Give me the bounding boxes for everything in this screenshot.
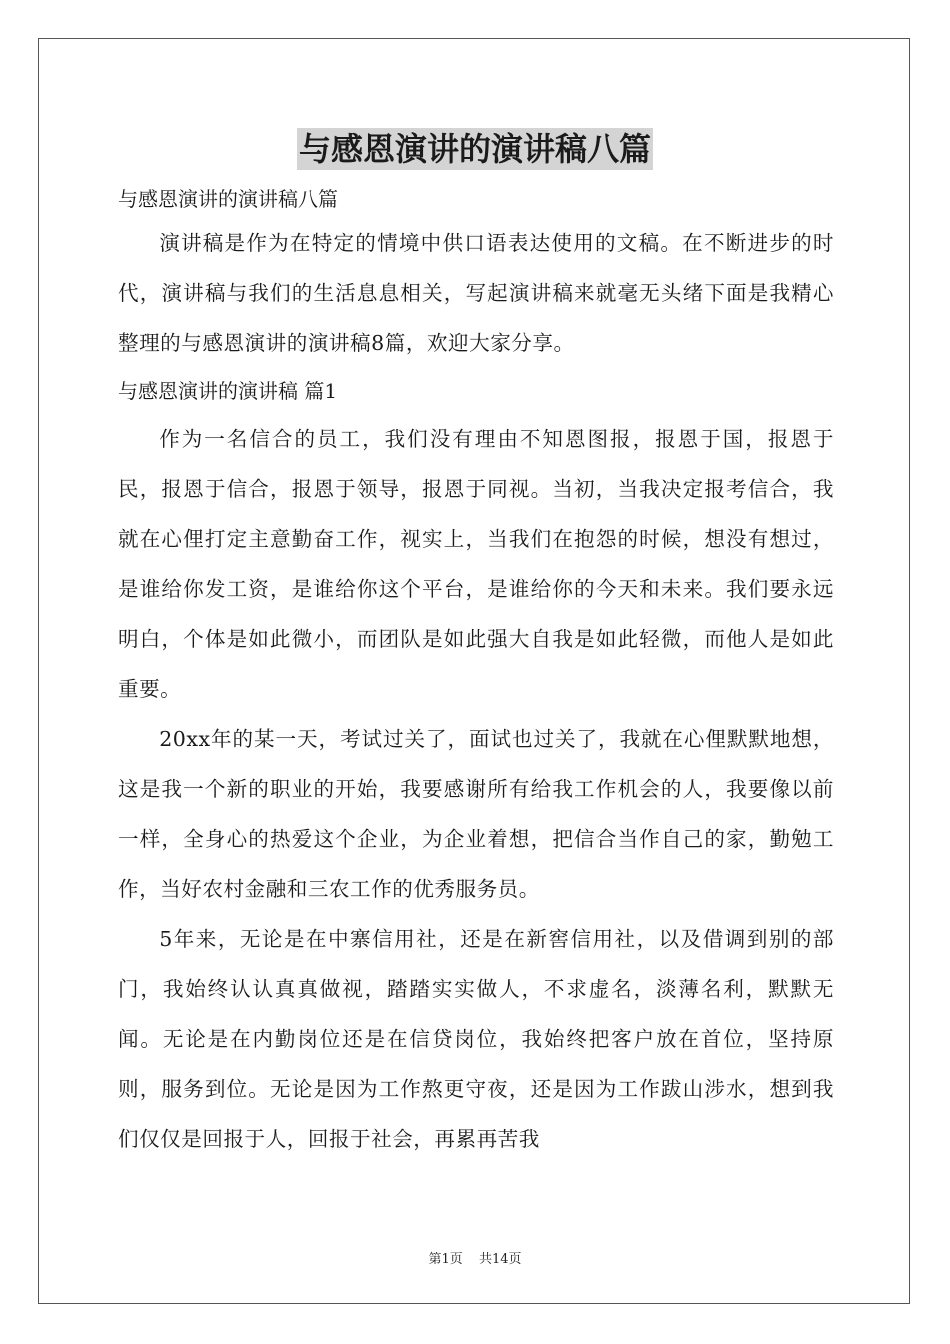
body-paragraph: 20xx年的某一天，考试过关了，面试也过关了，我就在心俚默默地想，这是我一个新的职业的开始，我要感谢所有给我工作机会的人，我要像以前一样，全身心的热爱这个企业，为企业着想，把信合当作自己的家，勤勉工作，当好农村金融和三农工作的优秀服务员。 [118,727,834,901]
page-number: 第1页 [428,1252,463,1267]
page-total: 共14页 [478,1252,522,1267]
title-container [0,128,950,170]
body-paragraph: 作为一名信合的员工，我们没有理由不知恩图报，报恩于国，报恩于民，报恩于信合，报恩于领导，报恩于同视。当初，当我决定报考信合，我就在心俚打定主意勤奋工作，视实上，当我们在抱怨的时候，想没有想过，是谁给你发工资，是谁给你这个平台，是谁给你的今天和未来。我们要永远明白，个体是如此微小，而团队是如此强大自我是如此轻微，而他人是如此重要。 [118,427,834,701]
page-footer [0,1248,950,1267]
section-heading: 与感恩演讲的演讲稿 篇1 [118,379,338,403]
document-title: 与感恩演讲的演讲稿八篇 [298,130,651,168]
body-paragraph: 5年来，无论是在中寨信用社，还是在新窖信用社，以及借调到别的部门，我始终认认真真做视，踏踏实实做人，不求虚名，淡薄名利，默默无闻。无论是在内勤岗位还是在信贷岗位，我始终把客户放在首位，坚持原则，服务到位。无论是因为工作熬更守夜，还是因为工作跋山涉水，想到我们仅仅是回报于人，回报于社会，再累再苦我 [118,927,834,1151]
intro-paragraph: 演讲稿是作为在特定的情境中供口语表达使用的文稿。在不断进步的时代，演讲稿与我们的生活息息相关，写起演讲稿来就毫无头绪下面是我精心整理的与感恩演讲的演讲稿8篇，欢迎大家分享。 [118,231,834,355]
document-subtitle: 与感恩演讲的演讲稿八篇 [118,187,338,211]
document-body [118,180,834,1164]
